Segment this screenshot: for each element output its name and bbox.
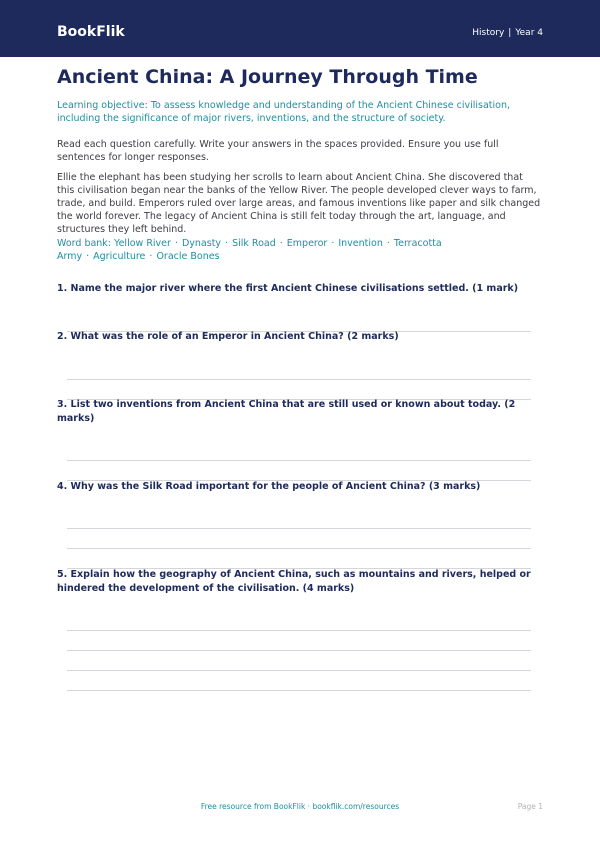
crumb-separator: | xyxy=(508,28,512,38)
question-4: 4. Why was the Silk Road important for the people of Ancient China? (3 marks) xyxy=(57,481,481,492)
word-bank-word: Agriculture · xyxy=(93,251,153,262)
instructions-text: Read each question carefully. Write your answers in the spaces provided. Ensure you use full sentences for longer responses. xyxy=(57,139,499,163)
answer-line[interactable] xyxy=(67,379,531,380)
subject-year-label xyxy=(472,27,543,39)
question-5: 5. Explain how the geography of Ancient China, such as mountains and rivers, helped or hindered the development of the civilisation. (4 marks) xyxy=(57,569,531,594)
word-bank-word: Silk Road · xyxy=(232,238,283,249)
page-title: Ancient China: A Journey Through Time xyxy=(57,66,478,88)
subject-label: History xyxy=(472,28,505,38)
question-2: 2. What was the role of an Emperor in Ancient China? (2 marks) xyxy=(57,331,399,342)
page-header xyxy=(0,0,600,57)
answer-line[interactable] xyxy=(67,650,531,651)
word-bank-word: Terracotta Army · xyxy=(57,238,442,262)
story-passage: Ellie the elephant has been studying her scrolls to learn about Ancient China. She discovered that this civilisation began near the banks of the Yellow River. The people developed clever ways to farm, trade, and build. Emperors ruled over large areas, and famous inventions like paper and silk changed the world forever. The legacy of Ancient China is still felt today through the art, language, and structures they left behind. xyxy=(57,172,541,235)
answer-line[interactable] xyxy=(67,670,531,671)
question-1: 1. Name the major river where the first Ancient Chinese civilisations settled. (1 mark) xyxy=(57,283,519,294)
word-bank-word: Yellow River · xyxy=(114,238,178,249)
brand-logo[interactable]: BookFlik xyxy=(57,24,125,40)
word-bank-word: Oracle Bones xyxy=(156,251,220,262)
word-bank-word: Emperor · xyxy=(286,238,335,249)
answer-line[interactable] xyxy=(67,528,531,529)
word-bank xyxy=(57,237,543,263)
word-bank-word: Invention · xyxy=(338,238,390,249)
year-label: Year 4 xyxy=(515,28,543,38)
answer-line[interactable] xyxy=(67,548,531,549)
answer-line[interactable] xyxy=(67,690,531,691)
page-number: Page 1 xyxy=(517,802,543,811)
answer-line[interactable] xyxy=(67,630,531,631)
word-bank-word: Dynasty · xyxy=(181,238,229,249)
question-3: 3. List two inventions from Ancient China that are still used or known about today. (2 marks) xyxy=(57,399,516,424)
learning-objective: Learning objective: To assess knowledge and understanding of the Ancient Chinese civilisation, including the significance of major rivers, inventions, and the structure of society. xyxy=(57,100,510,124)
footer-resource-link[interactable]: Free resource from BookFlik · bookflik.com/resources xyxy=(200,802,400,811)
word-bank-label: Word bank: xyxy=(57,238,112,249)
answer-line[interactable] xyxy=(67,460,531,461)
